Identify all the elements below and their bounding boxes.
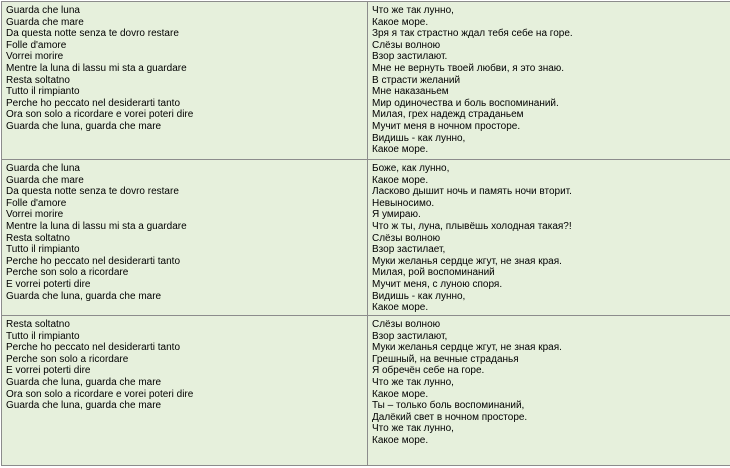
lyric-line: Мучит меня в ночном просторе. <box>372 120 521 132</box>
lyric-line: Муки желанья сердце жгут, не зная края. <box>372 342 562 354</box>
lyric-line: Guarda che luna, guarda che mare <box>6 120 162 132</box>
lyric-line: Я умираю. <box>372 209 421 221</box>
lyric-line: Далёкий свет в ночном просторе. <box>372 411 528 423</box>
lyric-line: Guarda che luna, guarda che mare <box>6 376 162 388</box>
lyric-line: Guarda che luna <box>6 163 80 174</box>
lyric-line: Perche son solo a ricordare <box>6 353 129 365</box>
lyric-line: Я обречён себе на горе. <box>372 365 485 377</box>
lyric-line: E vorrei poterti dire <box>6 365 91 377</box>
lyric-line: Мучит меня, с луною споря. <box>372 278 503 290</box>
lyric-line: Guarda che mare <box>6 174 84 186</box>
table-row <box>2 2 730 160</box>
lyric-line: Resta soltatno <box>6 319 70 330</box>
lyric-line: Слёзы волною <box>372 232 441 244</box>
lyric-line: Какое море. <box>372 388 429 400</box>
lyric-line: Милая, грех надежд страданьем <box>372 109 524 121</box>
lyric-line: Невыносимо. <box>372 197 435 209</box>
lyric-line: Ora son solo a ricordare e vorei poteri dire <box>6 388 194 400</box>
italian-lyrics-cell <box>2 2 368 160</box>
lyric-line: Tutto il rimpianto <box>6 244 80 256</box>
lyrics-table <box>1 1 730 466</box>
lyric-line: Какое море. <box>372 144 429 156</box>
lyric-line: Guarda che luna, guarda che mare <box>6 290 162 302</box>
lyric-line: Что же так лунно, <box>372 423 454 435</box>
lyric-line: Какое море. <box>372 16 429 28</box>
lyric-line: Что же так лунно, <box>372 5 454 16</box>
lyric-line: Какое море. <box>372 302 429 314</box>
table-row <box>2 160 730 316</box>
lyric-line: Vorrei morire <box>6 51 64 63</box>
lyric-line: Мне наказаньем <box>372 86 449 98</box>
lyric-line: Какое море. <box>372 174 429 186</box>
lyric-line: Муки желанья сердце жгут, не зная края. <box>372 255 562 267</box>
lyric-line: Зря я так страстно ждал тебя себе на горе. <box>372 28 573 40</box>
lyric-line: Guarda che luna <box>6 5 80 16</box>
lyric-line: Грешный, на вечные страданья <box>372 353 519 365</box>
lyric-line: Tutto il rimpianto <box>6 86 80 98</box>
lyric-line: Vorrei morire <box>6 209 64 221</box>
lyric-line: Слёзы волною <box>372 39 441 51</box>
lyric-line: Tutto il rimpianto <box>6 330 80 342</box>
lyric-line: Что ж ты, луна, плывёшь холодная такая?! <box>372 220 572 232</box>
russian-lyrics-cell <box>368 2 730 160</box>
russian-lyrics-cell <box>368 160 730 316</box>
lyric-line: Folle d'amore <box>6 39 67 51</box>
lyric-line: Folle d'amore <box>6 197 67 209</box>
lyric-line: Resta soltatno <box>6 232 70 244</box>
lyric-line: Боже, как лунно, <box>372 163 450 174</box>
lyric-line: Взор застилают. <box>372 51 448 63</box>
lyric-line: Ora son solo a ricordare e vorei poteri dire <box>6 109 194 121</box>
lyric-line: Perche ho peccato nel desiderarti tanto <box>6 97 180 109</box>
lyric-line: Da questa notte senza te dovro restare <box>6 186 179 198</box>
lyric-line: Mentre la luna di lassu mi sta a guardare <box>6 62 187 74</box>
lyric-line: Resta soltatno <box>6 74 70 86</box>
lyric-line: Perche son solo a ricordare <box>6 267 129 279</box>
lyric-line: Слёзы волною <box>372 319 441 330</box>
lyric-line: Perche ho peccato nel desiderarti tanto <box>6 342 180 354</box>
lyric-line: Видишь - как лунно, <box>372 290 466 302</box>
lyric-line: Взор застилает, <box>372 244 446 256</box>
russian-lyrics-cell <box>368 316 730 466</box>
table-row <box>2 316 730 466</box>
lyric-line: Perche ho peccato nel desiderarti tanto <box>6 255 180 267</box>
lyric-line: Что же так лунно, <box>372 376 454 388</box>
lyric-line: Mentre la luna di lassu mi sta a guardare <box>6 220 187 232</box>
lyric-line: Какое море. <box>372 434 429 446</box>
lyric-line: E vorrei poterti dire <box>6 278 91 290</box>
lyric-line: Guarda che luna, guarda che mare <box>6 400 162 412</box>
lyric-line: Ты – только боль воспоминаний, <box>372 400 525 412</box>
lyric-line: Мир одиночества и боль воспоминаний. <box>372 97 559 109</box>
lyric-line: Da questa notte senza te dovro restare <box>6 28 179 40</box>
italian-lyrics-cell <box>2 160 368 316</box>
lyric-line: В страсти желаний <box>372 74 461 86</box>
lyric-line: Ласково дышит ночь и память ночи вторит. <box>372 186 572 198</box>
lyric-line: Мне не вернуть твоей любви, я это знаю. <box>372 62 565 74</box>
lyric-line: Guarda che mare <box>6 16 84 28</box>
lyric-line: Взор застилают, <box>372 330 448 342</box>
lyric-line: Видишь - как лунно, <box>372 132 466 144</box>
lyric-line: Милая, рой воспоминаний <box>372 267 495 279</box>
italian-lyrics-cell <box>2 316 368 466</box>
